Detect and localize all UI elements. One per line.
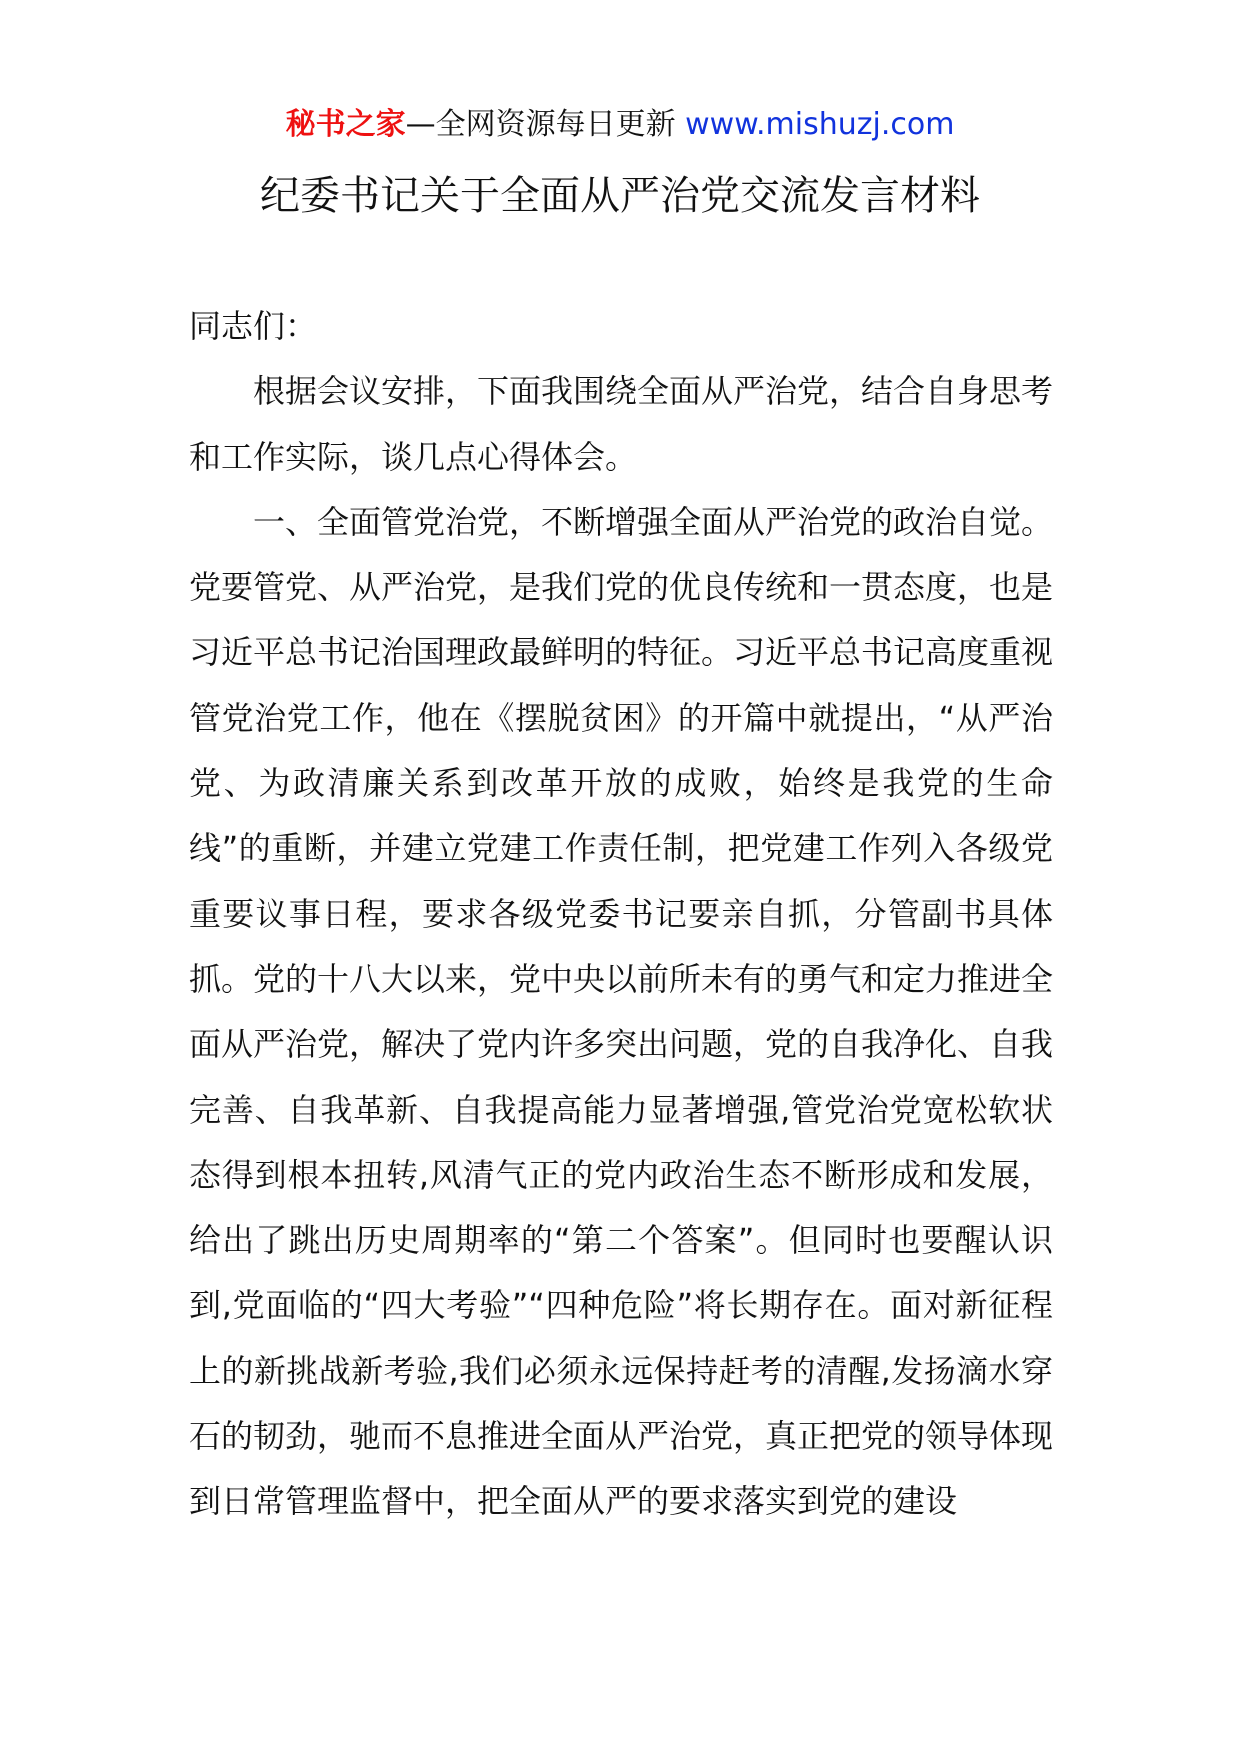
- header-tagline: —全网资源每日更新: [405, 107, 686, 142]
- site-header: [0, 100, 1240, 150]
- paragraph-intro: 根据会议安排，下面我围绕全面从严治党，结合自身思考和工作实际，谈几点心得体会。: [189, 372, 1054, 476]
- site-url-link[interactable]: www.mishuzj.com: [685, 107, 955, 142]
- document-body: [189, 294, 1053, 1535]
- document-title: 纪委书记关于全面从严治党交流发言材料: [260, 173, 980, 219]
- brand-name: 秘书之家: [285, 107, 406, 142]
- paragraph-section-one: 一、全面管党治党，不断增强全面从严治党的政治自觉。党要管党、从严治党，是我们党的优良传统和一贯态度，也是习近平总书记治国理政最鲜明的特征。习近平总书记高度重视管党治党工作，他在《摆脱贫困》的开篇中就提出，“从严治党、为政清廉关系到改革开放的成败，始终是我党的生命线”的重断，并建立党建工作责任制，把党建工作列入各级党重要议事日程，要求各级党委书记要亲自抓，分管副书具体抓。党的十八大以来，党中央以前所未有的勇气和定力推进全面从严治党，解决了党内许多突出问题，党的自我净化、自我完善、自我革新、自我提高能力显著增强,管党治党宽松软状态得到根本扭转,风清气正的党内政治生态不断形成和发展，给出了跳出历史周期率的“第二个答案”。但同时也要醒认识到,党面临的“四大考验”“四种危险”将长期存在。面对新征程上的新挑战新考验,我们必须永远保持赶考的清醒,发扬滴水穿石的韧劲，驰而不息推进全面从严治党，真正把党的领导体现到日常管理监督中，把全面从严的要求落实到党的建设: [189, 502, 1054, 1521]
- salutation: 同志们：: [189, 307, 318, 345]
